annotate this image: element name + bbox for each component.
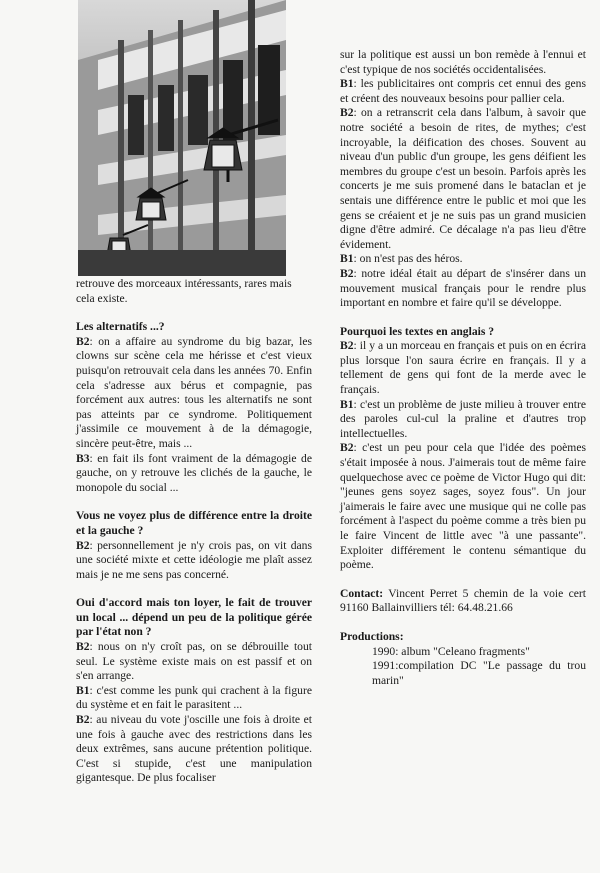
- paragraph-text: : en fait ils font vraiment de la démagogie de gauche, on y retrouve les clichés de la gauche, le monopole du social ...: [76, 451, 312, 494]
- speaker-label: B2: [340, 106, 354, 120]
- left-column: [76, 0, 312, 786]
- right-column: [340, 48, 586, 688]
- paragraph: [76, 452, 312, 496]
- speaker-label: B2: [76, 334, 90, 348]
- photo-caption-line-1: retrouve des morceaux intéressants, rares mais: [76, 277, 292, 290]
- speaker-label: B1: [340, 77, 354, 91]
- paragraph-continued: sur la politique est aussi un bon remède à l'ennui et c'est typique de nos sociétés occidentalisées.: [340, 48, 586, 76]
- paragraph: [76, 335, 312, 452]
- heading-textes-anglais: Pourquoi les textes en anglais ?: [340, 324, 495, 338]
- paragraph: [340, 106, 586, 252]
- speaker-label: B2: [76, 538, 90, 552]
- speaker-label: B3: [76, 451, 90, 465]
- paragraph: [76, 640, 312, 684]
- contact-block: [340, 587, 586, 616]
- paragraph: [340, 339, 586, 397]
- paragraph-text: : les publicitaires ont compris cet ennui des gens et créent des nouveaux besoins pour pallier cela.: [340, 77, 586, 105]
- paragraph-text: : on a affaire au syndrome du big bazar, les clowns sur scène cela me hérisse et c'est vieux puisqu'on retrouvait cela dans les années 70. Enfin cela s'adresse aux bérus et compagnie, pas forcément aux autres: tous les alternatifs ne sont pas atteints par ce syndrome. Politiquement j'assimile ce mouvement à de la démagogie, sincère peut-être, mais ...: [76, 334, 312, 450]
- paragraph: [76, 684, 312, 713]
- speaker-label: B2: [340, 339, 354, 353]
- building-lamps-illustration: [78, 0, 286, 276]
- paragraph: [340, 77, 586, 106]
- production-item: 1991:compilation DC "Le passage du trou marin": [372, 659, 586, 687]
- paragraph: [76, 539, 312, 583]
- paragraph: [76, 713, 312, 786]
- speaker-label: B1: [340, 397, 354, 411]
- paragraph-text: : c'est un peu pour cela que l'idée des poèmes s'était imposée à nous. J'aimerais tout de même faire quelquechose avec ce poème de Victor Hugo qui dit: "jeunes gens soyez sages, soyez fous". Un jour j'aimerais le faire avec une musique qui ne colle pas forcément à l'aspect du poème comme a très bien pu le faire Vincent de little avec "à une passante". Exploiter différement le contenu sémantique du poème.: [340, 441, 586, 572]
- contact-text: Vincent Perret 5 chemin de la voie cert 91160 Ballainvilliers tél: 64.48.21.66: [340, 586, 586, 615]
- paragraph-text: : c'est comme les punk qui crachent à la figure du système et en fait le parasitent ...: [76, 683, 312, 712]
- speaker-label: B2: [340, 266, 354, 280]
- paragraph-text: : c'est un problème de juste milieu à trouver entre des paroles cul-cul la praline et d'autres trop intellectuelles.: [340, 397, 586, 440]
- paragraph: [340, 252, 586, 267]
- paragraph-text: : personnellement je n'y crois pas, on vit dans une société mixte et cette idéologie me plaît assez mais je ne me sens pas concerné.: [76, 538, 312, 581]
- productions-heading: Productions:: [340, 629, 404, 643]
- photo-caption-line-2: cela existe.: [76, 291, 128, 305]
- heading-loyer: Oui d'accord mais ton loyer, le fait de trouver un local ... dépend un peu de la politique gérée par l'état non ?: [76, 596, 312, 639]
- paragraph-text: : il y a un morceau en français et puis on en écrira plus lorsque l'on saura écrire en français. Il y a tellement de gens qui font de la merde avec le français.: [340, 339, 586, 397]
- paragraph-text: : notre idéal était au départ de s'insérer dans un mouvement musical français pour le rendre plus important en nombre et faire qu'il se développe.: [340, 266, 586, 310]
- speaker-label: B1: [340, 252, 354, 266]
- speaker-label: B2: [340, 441, 354, 455]
- street-lamp-photo: [78, 0, 286, 276]
- paragraph: [340, 267, 586, 311]
- paragraph-text: : on n'est pas des héros.: [353, 252, 463, 266]
- contact-label: Contact:: [340, 586, 384, 600]
- paragraph-text: : au niveau du vote j'oscille une fois à droite et une fois à gauche avec des restrictions dans les deux extrêmes, sans aucune prétention politique. C'est si stupide, c'est une manipulation gigantesque. De plus focaliser: [76, 713, 312, 785]
- speaker-label: B1: [76, 683, 90, 697]
- speaker-label: B2: [76, 713, 90, 727]
- heading-alternatifs: Les alternatifs ...?: [76, 320, 165, 334]
- heading-droite-gauche: Vous ne voyez plus de différence entre la droite et la gauche ?: [76, 509, 312, 537]
- speaker-label: B2: [76, 640, 90, 654]
- paragraph-text: : on a retranscrit cela dans l'album, à savoir que notre société a besoin de rites, de mythes; c'est incroyable, la déification des choses. Souvent au niveau d'un public d'un groupe, les gens déifient les membres du groupe c'est un besoin. Parfois après les concerts je me suis promené dans le bataclan et je sentais une différence entre le public et moi que les gens se créaient et je ne suis pas un grand musicien digne d'être admiré. Ce décalage n'a pas lieu d'être évidement.: [340, 106, 586, 251]
- production-item: 1990: album "Celeano fragments": [372, 644, 530, 658]
- paragraph-text: : nous on n'y croît pas, on se débrouille tout seul. Le système existe mais on est passif et on s'en arrange.: [76, 640, 312, 683]
- paragraph: [340, 398, 586, 442]
- paragraph: [340, 441, 586, 572]
